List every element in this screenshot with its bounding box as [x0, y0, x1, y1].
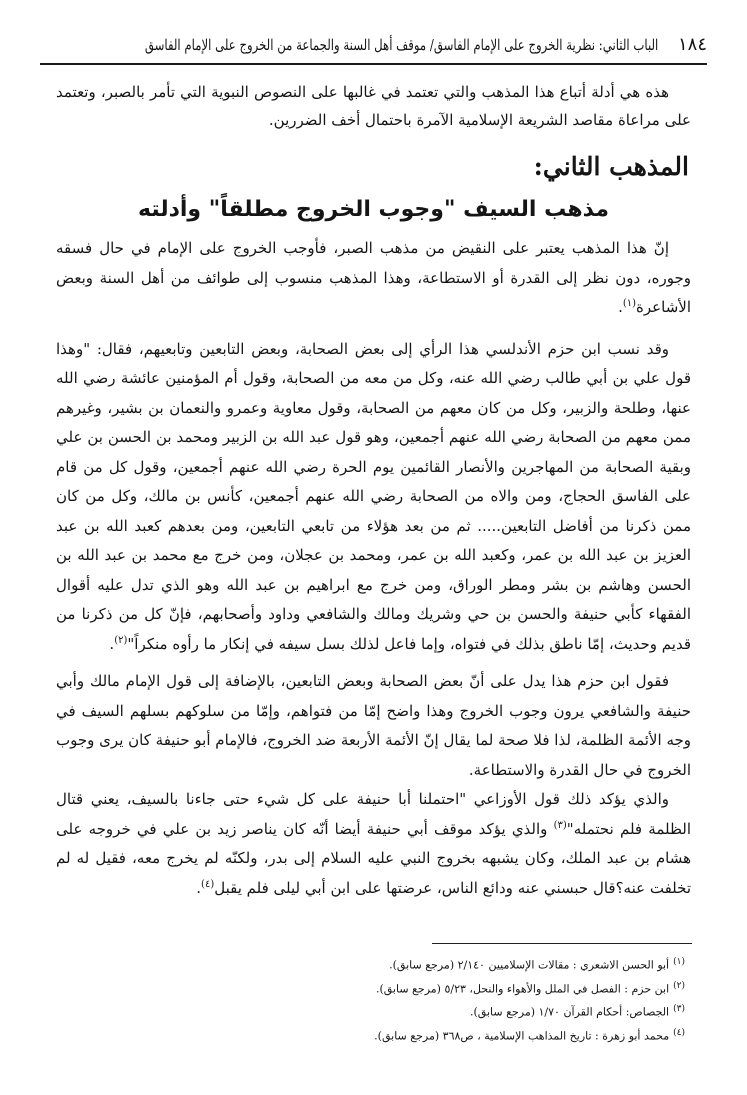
main-body — [56, 234, 691, 903]
footnote-4: $^{(٤)}$محمد أبو زهرة : تاريخ المذاهب الإسلامية ، ص٣٦٨ (مرجع سابق). — [374, 1027, 685, 1043]
paragraph-1: إنّ هذا المذهب يعتبر على النقيض من مذهب الصبر، فأوجب الخروج على الإمام في حال فسقه وجوره، دون نظر إلى القدرة أو الاستطاعة، وهذا المذهب منسوب إلى طوائف من أهل السنة وبعض الأشاعرة$^{(١)}$. — [56, 239, 691, 316]
footnote-1: $^{(١)}$أبو الحسن الاشعري : مقالات الإسلاميين ٢/١٤٠ (مرجع سابق). — [389, 957, 685, 972]
footnote-ref-2: (٢) — [114, 634, 128, 646]
header-title: الباب الثاني: نظرية الخروج على الإمام الفاسق/ موقف أهل السنة والجماعة من الخروج على الإمام الفاسق — [144, 36, 659, 54]
intro-block — [56, 78, 691, 134]
footnote-ref-4: (٤) — [201, 878, 215, 890]
footnote-2: $^{(٢)}$ابن حزم : الفصل في الملل والأهواء والنحل، ٥/٢٣ (مرجع سابق). — [375, 980, 685, 996]
paragraph-4: والذي يؤكد ذلك قول الأوزاعي "احتملنا أبا حنيفة على كل شيء حتى جاءنا بالسيف، يعني قتال الظلمة فلم نحتمله"$^{(٣)}$ والذي يؤكد موقف أبي حنيفة أيضا أنّه كان يناصر زيد بن علي في خروجه على هشام بن عبد الملك، وكان يشبهه بخروج النبي عليه السلام إلى بدر، ولكنّه لم يخرج معه، فقيل له لم تخلفت عنه؟قال حبسني عنه ودائع الناس، عرضتها على ابن أبي ليلى فلم يقبل$^{(٤)}$. — [56, 790, 691, 897]
section-heading: المذهب الثاني: — [533, 152, 689, 181]
footnote-ref-1: (١) — [622, 298, 637, 309]
paragraph-3: فقول ابن حزم هذا يدل على أنّ بعض الصحابة وبعض التابعين، بالإضافة إلى قول الإمام مالك وأبي حنيفة والشافعي يرون وجوب الخروج وهذا واضح إمّا من فتواهم، وإمّا من سلوكهم بسلهم السيف في وجه الأئمة الظلمة، لذا فلا صحة لما يقال إنّ الأئمة الأربعة ضد الخروج، فالإمام أبو حنيفة كان يرى وجوب الخروج في حال القدرة والاستطاعة. — [56, 672, 691, 779]
running-header — [40, 34, 707, 56]
footnote-ref-3: (٣) — [553, 819, 567, 831]
footnote-3: $^{(٣)}$الجصاص: أحكام القرآن ١/٧٠ (مرجع سابق). — [470, 1004, 685, 1019]
paragraph-2: وقد نسب ابن حزم الأندلسي هذا الرأي إلى بعض الصحابة، وبعض التابعين وتابعيهم، فقال: "وهذا قول علي بن أبي طالب رضي الله عنه، وكل من معه من الصحابة، وقول أم المؤمنين عائشة رضي الله عنها، وطلحة والزبير، وكل من كان معهم من الصحابة، وقول معاوية وعمرو والنعمان بن بشير، وغيرهم ممن معهم من الصحابة رضي الله عنهم أجمعين، وهو قول عبد الله بن الزبير ومحمد بن الحسن بن علي وبقية الصحابة من المهاجرين والأنصار القائمين يوم الحرة رضي الله عنهم أجمعين، وقول كل من قام على الفاسق الحجاج، ومن والاه من الصحابة رضي الله عنهم أجمعين، كأنس بن مالك، وكل من كان ممن ذكرنا من أفاضل التابعين..... ثم من بعد هؤلاء من تابعي التابعين، ومن بعدهم كعبد الله بن عبد العزيز بن عبد الله بن عمر، وكعبد الله بن عمر، ومحمد بن عجلان، ومن خرج مع محمد بن عبد الله بن الحسن وهاشم بن بشر ومطر الوراق، ومن خرج مع ابراهيم بن عبد الله وهو الذي تدل عليه أقوال الفقهاء كأبي حنيفة والحسن بن حي وشريك ومالك والشافعي وداود وأصحابهم، فإنّ كل من ذكرنا من قديم وحديث، إمّا ناطق بذلك في فتواه، وإما فاعل لذلك بسل سيفه في إنكار ما رأوه منكراً"$^{(٢)}$. — [56, 339, 691, 653]
section-subheading: مذهب السيف "وجوب الخروج مطلقاً" وأدلته — [138, 197, 609, 222]
footnotes — [300, 952, 685, 1047]
footnote-separator — [432, 943, 692, 944]
page-number: ١٨٤ — [677, 34, 707, 55]
intro-paragraph: هذه هي أدلة أتباع هذا المذهب والتي تعتمد في غالبها على النصوص النبوية التي تأمر بالصبر، وتعتمد على مراعاة مقاصد الشريعة الإسلامية الآمرة باحتمال أخف الضررين. — [56, 83, 691, 129]
header-rule — [40, 63, 707, 65]
